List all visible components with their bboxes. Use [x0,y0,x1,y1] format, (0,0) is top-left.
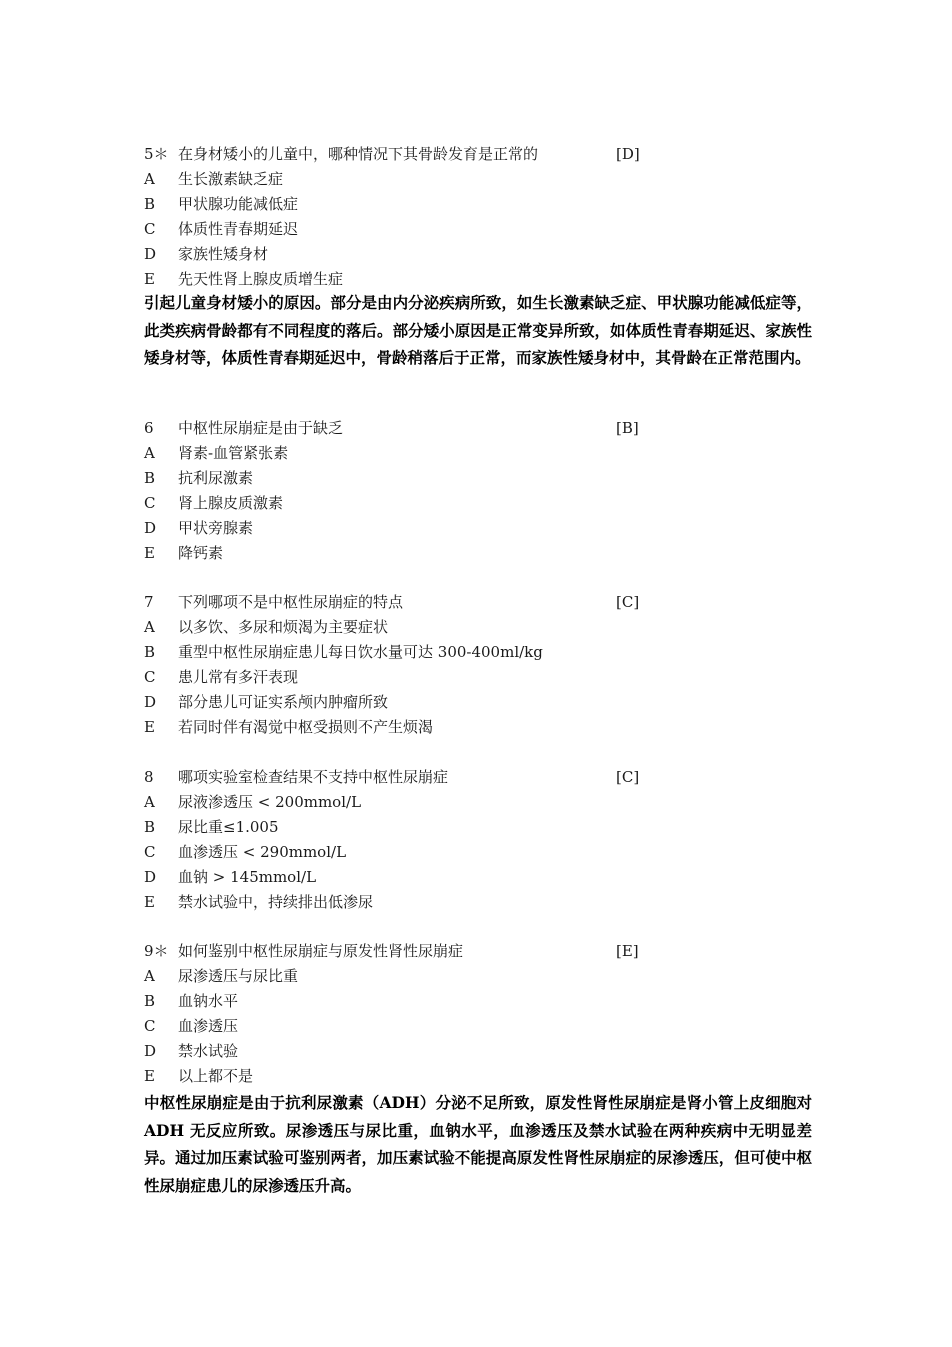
option-letter: C [144,843,156,861]
option-letter: E [144,1067,155,1085]
option-text: 尿比重≤1.005 [178,818,279,836]
option-c [144,665,664,690]
option-text: 尿渗透压与尿比重 [178,967,299,985]
option-letter: D [144,245,157,263]
option-text: 重型中枢性尿崩症患儿每日饮水量可达 300-400ml/kg [178,643,543,661]
option-a [144,964,664,989]
option-letter: B [144,195,156,213]
question-stem [144,590,664,615]
question-5 [144,142,664,292]
option-letter: B [144,643,156,661]
question-text: 下列哪项不是中枢性尿崩症的特点 [178,593,404,611]
option-text: 若同时伴有渴觉中枢受损则不产生烦渴 [178,718,434,736]
option-letter: C [144,1017,156,1035]
option-a [144,167,664,192]
option-e [144,890,664,915]
option-text: 先天性肾上腺皮质增生症 [178,270,344,288]
option-letter: D [144,519,157,537]
option-e [144,541,664,566]
option-text: 血渗透压 < 290mmol/L [178,843,347,861]
answer-key: [C] [616,593,640,611]
question-6 [144,416,664,566]
option-text: 尿液渗透压 < 200mmol/L [178,793,362,811]
question-number: 6 [144,419,154,437]
option-letter: A [144,170,155,188]
question-9 [144,939,664,1089]
option-e [144,1064,664,1089]
option-d [144,690,664,715]
option-text: 血渗透压 [178,1017,239,1035]
answer-key: [D] [616,145,640,163]
option-c [144,840,664,865]
option-text: 血钠水平 [178,992,239,1010]
option-letter: E [144,544,155,562]
answer-key: [C] [616,768,640,786]
option-letter: C [144,220,156,238]
option-text: 肾素-血管紧张素 [178,444,289,462]
question-text: 在身材矮小的儿童中，哪种情况下其骨龄发育是正常的 [178,145,539,163]
option-text: 部分患儿可证实系颅内肿瘤所致 [178,693,389,711]
question-stem [144,416,664,441]
option-d [144,242,664,267]
option-text: 禁水试验中，持续排出低渗尿 [178,893,374,911]
option-letter: E [144,270,155,288]
option-letter: D [144,693,157,711]
option-text: 抗利尿激素 [178,469,254,487]
option-letter: D [144,868,157,886]
question-number: 5＊ [144,145,169,163]
question-text: 如何鉴别中枢性尿崩症与原发性肾性尿崩症 [178,942,464,960]
option-e [144,715,664,740]
option-b [144,640,664,665]
option-letter: E [144,893,155,911]
option-c [144,217,664,242]
option-letter: A [144,618,155,636]
option-text: 降钙素 [178,544,224,562]
question-8 [144,765,664,915]
question-text: 哪项实验室检查结果不支持中枢性尿崩症 [178,768,449,786]
question-stem [144,142,664,167]
option-letter: C [144,494,156,512]
option-a [144,615,664,640]
option-letter: B [144,469,156,487]
option-a [144,790,664,815]
option-letter: E [144,718,155,736]
option-text: 患儿常有多汗表现 [178,668,299,686]
option-letter: D [144,1042,157,1060]
option-b [144,192,664,217]
option-a [144,441,664,466]
option-letter: B [144,992,156,1010]
answer-key: [E] [616,942,639,960]
question-stem [144,939,664,964]
option-text: 肾上腺皮质激素 [178,494,284,512]
answer-key: [B] [616,419,639,437]
option-b [144,989,664,1014]
option-text: 甲状腺功能减低症 [178,195,299,213]
question-stem [144,765,664,790]
option-d [144,865,664,890]
explanation-5: 引起儿童身材矮小的原因。部分是由内分泌疾病所致，如生长激素缺乏症、甲状腺功能减低症等，此类疾病骨龄都有不同程度的落后。部分矮小原因是正常变异所致，如体质性青春期延迟、家族性矮身材等，体质性青春期延迟中，骨龄稍落后于正常，而家族性矮身材中，其骨龄在正常范围内。 [144,293,812,367]
question-number: 7 [144,593,154,611]
explanation-9: 中枢性尿崩症是由于抗利尿激素（ADH）分泌不足所致，原发性肾性尿崩症是肾小管上皮细胞对 ADH 无反应所致。尿渗透压与尿比重，血钠水平，血渗透压及禁水试验在两种疾病中无明显差异。通过加压素试验可鉴别两者，加压素试验不能提高原发性肾性尿崩症的尿渗透压，但可使中枢性尿崩症患儿的尿渗透压升高。 [144,1093,812,1195]
option-text: 以多饮、多尿和烦渴为主要症状 [178,618,389,636]
question-number: 8 [144,768,154,786]
option-letter: A [144,967,155,985]
option-text: 生长激素缺乏症 [178,170,284,188]
option-text: 禁水试验 [178,1042,239,1060]
option-letter: B [144,818,156,836]
option-text: 甲状旁腺素 [178,519,254,537]
option-b [144,466,664,491]
option-d [144,1039,664,1064]
option-d [144,516,664,541]
option-text: 以上都不是 [178,1067,254,1085]
option-c [144,491,664,516]
option-letter: A [144,793,155,811]
option-b [144,815,664,840]
question-7 [144,590,664,740]
option-letter: C [144,668,156,686]
option-text: 体质性青春期延迟 [178,220,299,238]
option-letter: A [144,444,155,462]
option-text: 血钠 > 145mmol/L [178,868,317,886]
option-text: 家族性矮身材 [178,245,269,263]
question-number: 9＊ [144,942,169,960]
option-c [144,1014,664,1039]
question-text: 中枢性尿崩症是由于缺乏 [178,419,344,437]
